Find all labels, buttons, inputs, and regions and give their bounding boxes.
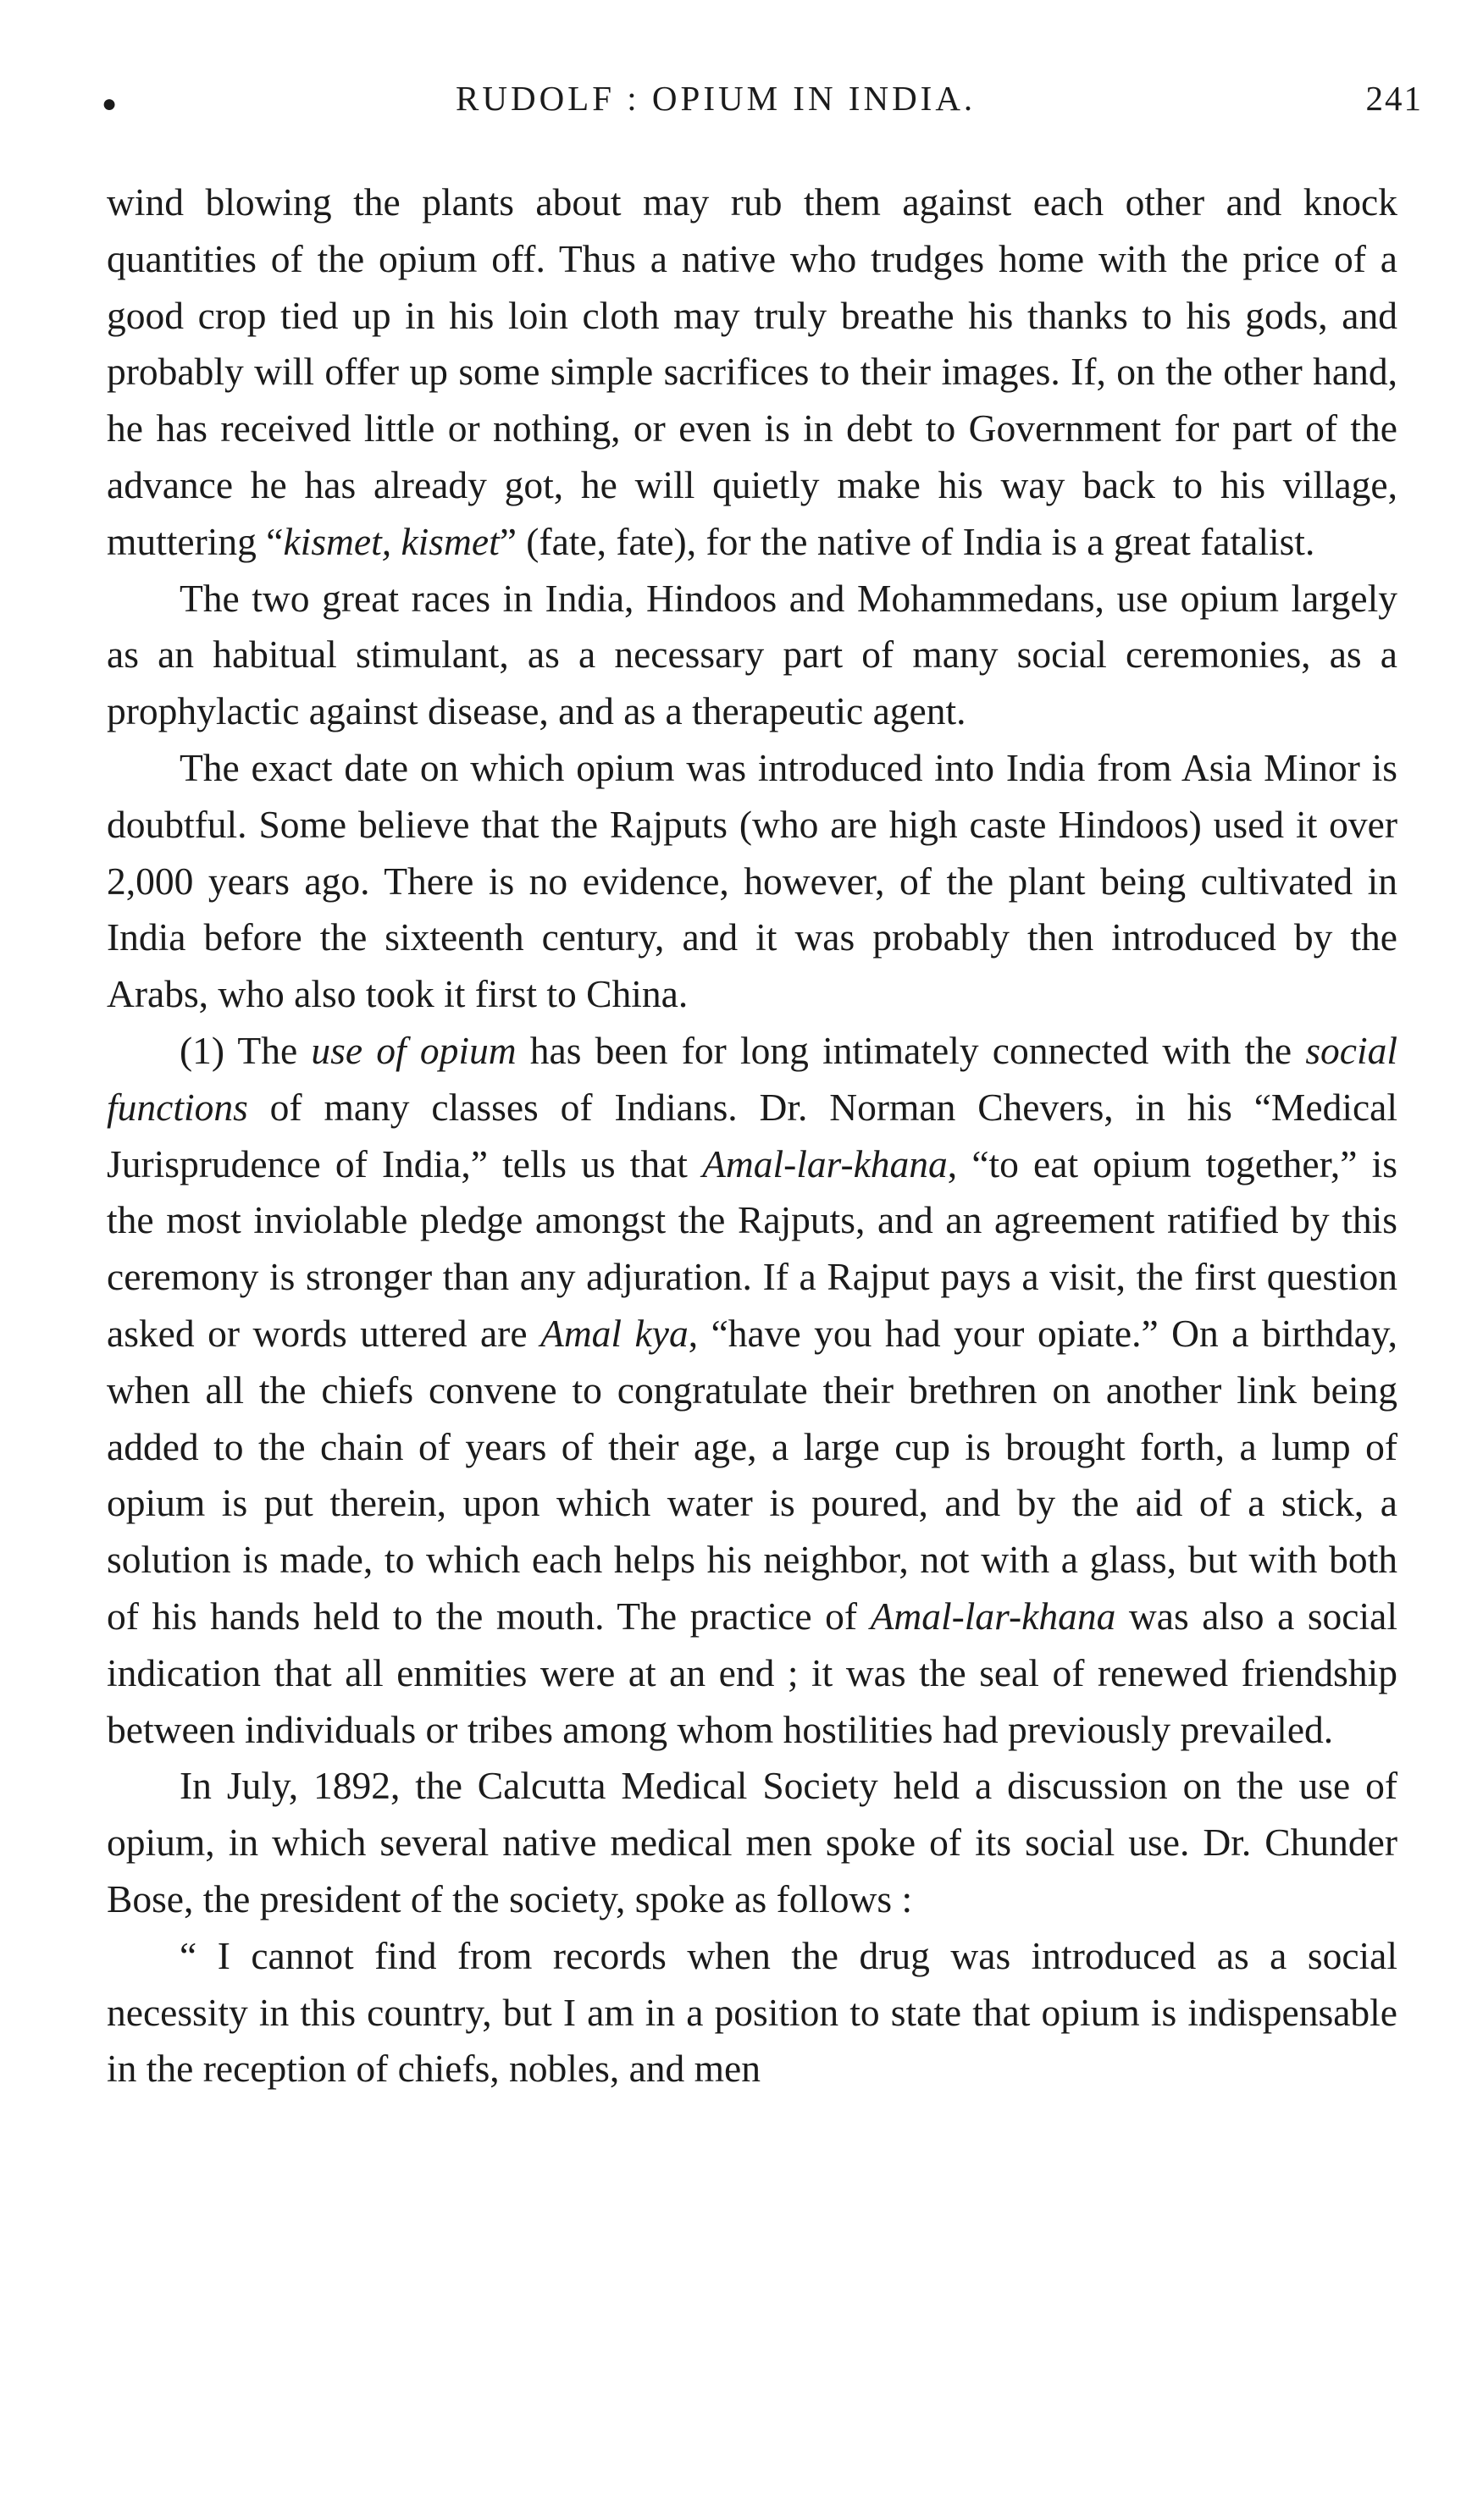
text-run: The exact date on which opium was introduced into India from Asia Minor is doubtful. Some believe that the Rajputs (who are high caste Hindoos) used it over 2,000 years ago. There is no evidence, however, of the plant being cultivated in India before the sixteenth century, and it was probably then introduced by the Arabs, who also took it first to China. bbox=[107, 745, 1397, 1016]
paragraph bbox=[107, 1023, 1397, 1758]
text-run: (1) The bbox=[180, 1028, 312, 1072]
italic-phrase: social functions bbox=[107, 1028, 1397, 1129]
ink-mark: ● bbox=[102, 90, 120, 118]
paragraph bbox=[107, 571, 1397, 740]
paragraph bbox=[107, 740, 1397, 1023]
text-run: of many classes of Indians. Dr. Norman Chevers, in his “Medical Jurisprudence of India,” tells us that bbox=[107, 1085, 1397, 1185]
text-run: The two great races in India, Hindoos and Mohammedans, use opium largely as an habitual stimulant, as a necessary part of many social ceremonies, as a prophylactic against disease, and as a therapeutic agent. bbox=[107, 576, 1397, 733]
italic-phrase: kismet, kismet bbox=[283, 519, 500, 563]
text-run: was also a social indication that all enmities were at an end ; it was the seal of renewed friendship between individuals or tribes among whom hostilities had previously prevailed. bbox=[107, 1594, 1397, 1751]
italic-phrase: use of opium bbox=[311, 1028, 517, 1072]
italic-phrase: Amal-lar-khana bbox=[870, 1594, 1116, 1638]
italic-phrase: Amal-lar-khana bbox=[702, 1141, 948, 1185]
paragraph bbox=[107, 1758, 1397, 1927]
page-number: 241 bbox=[1365, 79, 1423, 118]
running-header bbox=[102, 78, 1423, 129]
italic-phrase: Amal kya bbox=[540, 1311, 689, 1355]
running-title: RUDOLF : OPIUM IN INDIA. bbox=[456, 79, 977, 118]
text-run: ” (fate, fate), for the native of India is a great fatalist. bbox=[499, 519, 1315, 563]
text-run: “ I cannot find from records when the drug was introduced as a social necessity in this country, but I am in a position to state that opium is indispensable in the reception of chiefs, nobles, and men bbox=[107, 1933, 1397, 2091]
paragraph bbox=[107, 1928, 1397, 2097]
text-run: , “to eat opium together,” is the most inviolable pledge amongst the Rajputs, and an agreement ratified by this ceremony is stronger than any adjuration. If a Rajput pays a visit, the first question asked or words uttered are bbox=[107, 1141, 1397, 1355]
text-run: has been for long intimately connected with the bbox=[516, 1028, 1306, 1072]
text-run: , “have you had your opiate.” On a birthday, when all the chiefs convene to congratulate their brethren on another link being added to the chain of years of their age, a large cup is brought forth, a lump of opium is put therein, upon which water is poured, and by the aid of a stick, a solution is made, to which each helps his neighbor, not with a glass, but with both of his hands held to the mouth. The practice of bbox=[107, 1311, 1397, 1638]
paragraph bbox=[107, 174, 1397, 571]
body-text bbox=[107, 174, 1397, 2097]
text-run: wind blowing the plants about may rub them against each other and knock quantities of the opium off. Thus a native who trudges home with the price of a good crop tied up in his loin cloth may truly breathe his thanks to his gods, and probably will offer up some simple sacrifices to their images. If, on the other hand, he has received little or nothing, or even is in debt to Government for part of the advance he has already got, he will quietly make his way back to his village, muttering “ bbox=[107, 180, 1397, 563]
text-run: In July, 1892, the Calcutta Medical Society held a discussion on the use of opium, in which several native medical men spoke of its social use. Dr. Chunder Bose, the president of the society, spoke as follows : bbox=[107, 1764, 1397, 1920]
